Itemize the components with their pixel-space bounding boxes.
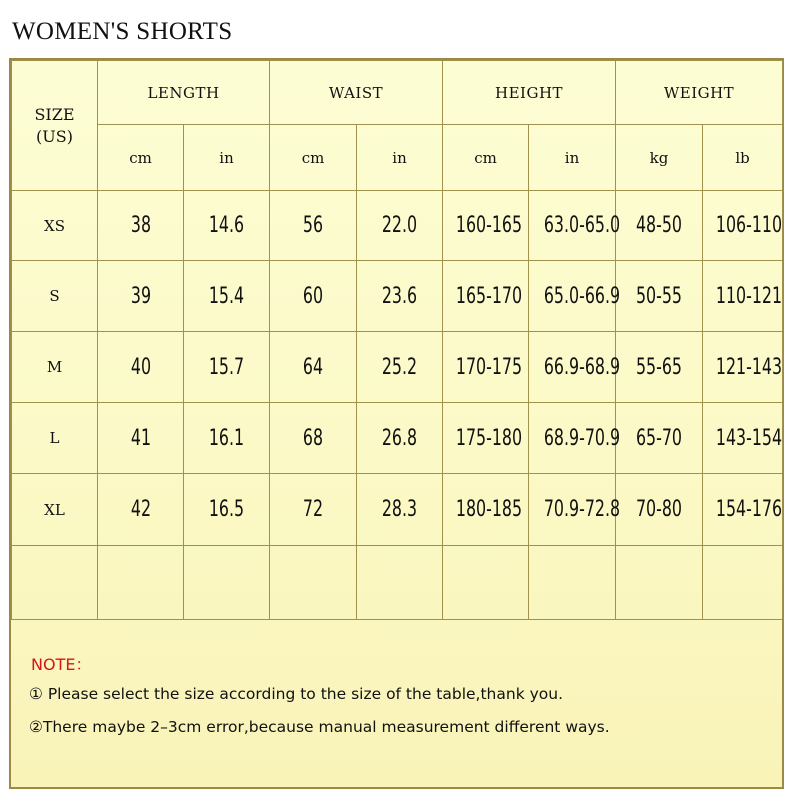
table-cell — [616, 403, 703, 474]
empty-cell — [529, 546, 616, 620]
note-line: ②There maybe 2–3cm error,because manual measurement different ways. — [29, 718, 610, 736]
table-cell — [184, 403, 270, 474]
cell-value: 154-176 — [715, 497, 783, 522]
size-label: XL — [12, 474, 98, 546]
cell-value: 65.0-66.9 — [543, 283, 621, 309]
empty-cell — [443, 546, 529, 620]
table-cell — [98, 261, 184, 332]
cell-value: 60 — [302, 283, 324, 309]
cell-value: 70.9-72.8 — [543, 497, 621, 522]
note-line: ① Please select the size according to the size of the table,thank you. — [29, 685, 564, 703]
unit-header: in — [357, 125, 443, 191]
table-cell — [616, 474, 703, 546]
table-cell — [703, 191, 783, 261]
table-cell — [184, 261, 270, 332]
cell-value: 180-185 — [455, 497, 523, 522]
empty-row — [12, 546, 783, 620]
cell-value: 25.2 — [381, 354, 418, 380]
table-cell — [529, 332, 621, 403]
cell-value: 15.4 — [208, 283, 245, 309]
empty-cell — [270, 546, 357, 620]
cell-value: 23.6 — [381, 283, 418, 309]
cell-value: 64 — [302, 354, 324, 380]
cell-value: 56 — [302, 213, 324, 238]
cell-value: 70-80 — [635, 497, 683, 522]
table-cell — [529, 261, 621, 332]
size-label: S — [12, 261, 98, 332]
cell-value: 63.0-65.0 — [543, 213, 621, 238]
table-cell — [270, 403, 357, 474]
size-header — [12, 61, 98, 191]
cell-value: 42 — [130, 497, 151, 522]
cell-value: 72 — [302, 497, 324, 522]
table-cell — [703, 332, 783, 403]
cell-value: 16.5 — [208, 497, 245, 522]
cell-value: 28.3 — [381, 497, 418, 522]
cell-value: 160-165 — [455, 213, 523, 238]
table-cell — [357, 191, 443, 261]
cell-value: 16.1 — [208, 425, 245, 451]
page-title: WOMEN'S SHORTS — [12, 18, 233, 45]
header-row-units — [12, 125, 783, 191]
unit-header: in — [529, 125, 616, 191]
unit-header: cm — [98, 125, 184, 191]
group-header-length: LENGTH — [98, 61, 270, 125]
table-cell — [443, 332, 529, 403]
group-header-waist: WAIST — [270, 61, 443, 125]
size-label: L — [12, 403, 98, 474]
table-cell — [443, 261, 529, 332]
table-cell — [703, 261, 783, 332]
table-cell — [270, 191, 357, 261]
cell-value: 26.8 — [381, 425, 418, 451]
table-cell — [184, 474, 270, 546]
note-title: NOTE： — [31, 655, 92, 674]
unit-header: lb — [703, 125, 783, 191]
cell-value: 110-121 — [715, 283, 783, 309]
cell-value: 22.0 — [381, 213, 418, 238]
table-cell — [703, 474, 783, 546]
table-cell — [443, 403, 529, 474]
unit-header: in — [184, 125, 270, 191]
table-cell — [270, 474, 357, 546]
table-row — [12, 332, 783, 403]
empty-cell — [184, 546, 270, 620]
cell-value: 143-154 — [715, 425, 783, 451]
table-cell — [184, 332, 270, 403]
cell-value: 66.9-68.9 — [543, 354, 621, 380]
table-cell — [184, 191, 270, 261]
note-section — [11, 619, 782, 787]
size-header-line1: SIZE — [34, 104, 75, 124]
cell-value: 175-180 — [455, 425, 523, 451]
cell-value: 68.9-70.9 — [543, 425, 621, 451]
size-chart-frame — [9, 58, 784, 789]
size-chart-table — [11, 60, 783, 620]
cell-value: 14.6 — [208, 213, 245, 238]
table-row — [12, 261, 783, 332]
table-row — [12, 403, 783, 474]
cell-value: 170-175 — [455, 354, 523, 380]
table-cell — [443, 191, 529, 261]
table-cell — [98, 474, 184, 546]
cell-value: 48-50 — [635, 213, 683, 238]
size-label: XS — [12, 191, 98, 261]
unit-header: cm — [443, 125, 529, 191]
cell-value: 65-70 — [635, 425, 683, 451]
table-cell — [357, 474, 443, 546]
cell-value: 121-143 — [715, 354, 783, 380]
empty-cell — [98, 546, 184, 620]
empty-cell — [12, 546, 98, 620]
table-cell — [357, 403, 443, 474]
header-row-groups — [12, 61, 783, 125]
cell-value: 68 — [302, 425, 324, 451]
table-cell — [357, 332, 443, 403]
table-cell — [529, 191, 621, 261]
cell-value: 15.7 — [208, 354, 245, 380]
group-header-height: HEIGHT — [443, 61, 616, 125]
table-cell — [270, 261, 357, 332]
table-cell — [529, 474, 621, 546]
table-row — [12, 191, 783, 261]
group-header-weight: WEIGHT — [616, 61, 783, 125]
cell-value: 106-110 — [715, 213, 783, 238]
size-header-line2: (US) — [36, 126, 73, 146]
table-cell — [98, 191, 184, 261]
size-label: M — [12, 332, 98, 403]
unit-header: kg — [616, 125, 703, 191]
table-cell — [616, 261, 703, 332]
empty-cell — [616, 546, 703, 620]
table-cell — [357, 261, 443, 332]
table-row — [12, 474, 783, 546]
empty-cell — [357, 546, 443, 620]
cell-value: 165-170 — [455, 283, 523, 309]
cell-value: 55-65 — [635, 354, 683, 380]
table-cell — [443, 474, 529, 546]
table-cell — [98, 332, 184, 403]
cell-value: 38 — [130, 213, 151, 238]
cell-value: 41 — [130, 425, 151, 451]
table-cell — [270, 332, 357, 403]
table-cell — [616, 191, 703, 261]
cell-value: 39 — [130, 283, 151, 309]
table-cell — [529, 403, 621, 474]
cell-value: 40 — [130, 354, 151, 380]
table-cell — [703, 403, 783, 474]
table-cell — [98, 403, 184, 474]
table-cell — [616, 332, 703, 403]
unit-header: cm — [270, 125, 357, 191]
empty-cell — [703, 546, 783, 620]
cell-value: 50-55 — [635, 283, 683, 309]
